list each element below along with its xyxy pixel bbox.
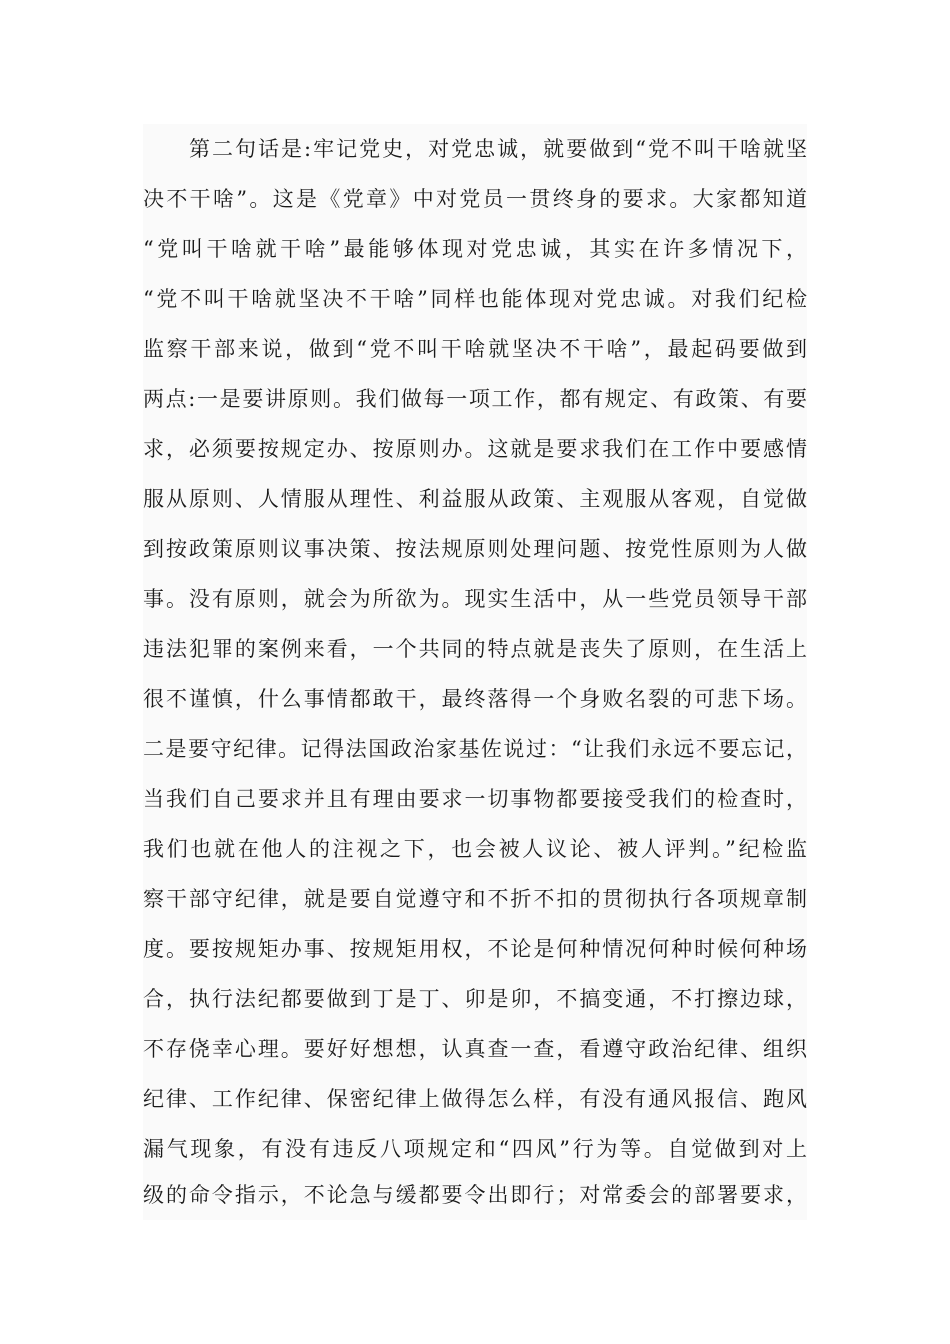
text-line: 漏气现象，有没有违反八项规定和“四风”行为等。自觉做到对上	[143, 1137, 807, 1161]
text-line: 察干部守纪律，就是要自觉遵守和不折不扣的贯彻执行各项规章制	[143, 887, 807, 911]
text-line: 二是要守纪律。记得法国政治家基佐说过：“让我们永远不要忘记，	[143, 737, 807, 761]
text-line: 纪律、工作纪律、保密纪律上做得怎么样，有没有通风报信、跑风	[143, 1087, 807, 1111]
text-line: 度。要按规矩办事、按规矩用权，不论是何种情况何种时候何种场	[143, 937, 807, 961]
text-line: 合，执行法纪都要做到丁是丁、卯是卯，不搞变通，不打擦边球，	[143, 987, 807, 1011]
text-line: 违法犯罪的案例来看，一个共同的特点就是丧失了原则，在生活上	[143, 637, 807, 661]
text-line: 监察干部来说，做到“党不叫干啥就坚决不干啥”，最起码要做到	[143, 337, 807, 361]
text-line: 第二句话是:牢记党史，对党忠诚，就要做到“党不叫干啥就坚	[189, 137, 807, 161]
text-line: 很不谨慎，什么事情都敢干，最终落得一个身败名裂的可悲下场。	[143, 687, 807, 711]
text-line: 不存侥幸心理。要好好想想，认真查一查，看遵守政治纪律、组织	[143, 1037, 807, 1061]
text-line: 我们也就在他人的注视之下，也会被人议论、被人评判。”纪检监	[143, 837, 807, 861]
text-line: “党不叫干啥就坚决不干啥”同样也能体现对党忠诚。对我们纪检	[143, 287, 807, 311]
text-line: 两点:一是要讲原则。我们做每一项工作，都有规定、有政策、有要	[143, 387, 807, 411]
text-line: 服从原则、人情服从理性、利益服从政策、主观服从客观，自觉做	[143, 487, 807, 511]
text-line: 事。没有原则，就会为所欲为。现实生活中，从一些党员领导干部	[143, 587, 807, 611]
document-body	[143, 124, 807, 1220]
text-line: “党叫干啥就干啥”最能够体现对党忠诚，其实在许多情况下，	[143, 237, 807, 261]
text-line: 级的命令指示，不论急与缓都要令出即行；对常委会的部署要求，	[143, 1183, 807, 1207]
text-line: 到按政策原则议事决策、按法规原则处理问题、按党性原则为人做	[143, 537, 807, 561]
text-line: 当我们自己要求并且有理由要求一切事物都要接受我们的检查时，	[143, 787, 807, 811]
text-line: 决不干啥”。这是《党章》中对党员一贯终身的要求。大家都知道	[143, 187, 807, 211]
text-line: 求，必须要按规定办、按原则办。这就是要求我们在工作中要感情	[143, 437, 807, 461]
